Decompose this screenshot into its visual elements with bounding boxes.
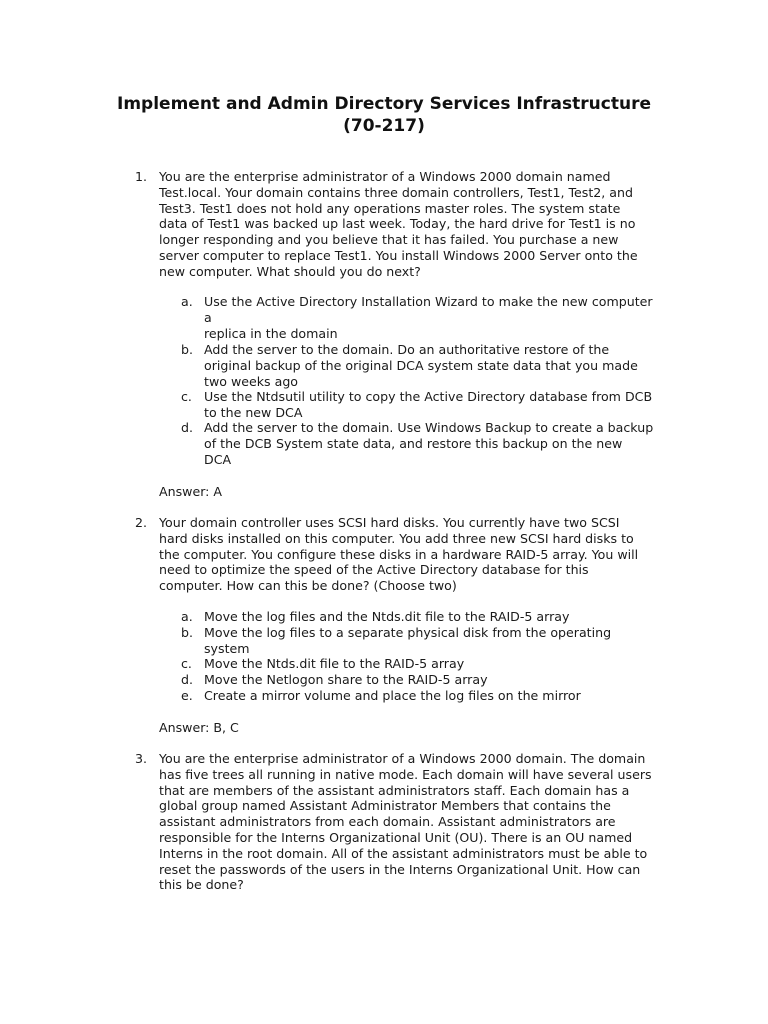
option-text: Use the Active Directory Installation Wizard to make the new computer a replica in the domain — [204, 294, 653, 341]
option-letter: b. — [181, 342, 193, 357]
question-text: You are the enterprise administrator of a Windows 2000 domain named Test.local. Your domain contains three domain controllers, Test1, Test2, and Test3. Test1 does not hold any operations master roles. The system state data of Test1 was backed up last week. Today, the hard drive for Test1 is no longer responding and you believe that it has failed. You purchase a new server computer to replace Test1. You install Windows 2000 Server onto the new computer. What should you do next? — [159, 169, 638, 279]
question-text: You are the enterprise administrator of a Windows 2000 domain. The domain has five trees all running in native mode. Each domain will have several users that are members of the assistant administrators staff. Each domain has a global group named Assistant Administrator Members that contains the assistant administrators from each domain. Assistant administrators are responsible for the Interns Organizational Unit (OU). There is an OU named Interns in the root domain. All of the assistant administrators must be able to reset the passwords of the users in the Interns Organizational Unit. How can this be done? — [159, 751, 652, 893]
question-text: Your domain controller uses SCSI hard disks. You currently have two SCSI hard disks installed on this computer. You add three new SCSI hard disks to the computer. You configure these disks in a hardware RAID-5 array. You will need to optimize the speed of the Active Directory database for this computer. How can this be done? (Choose two) — [159, 515, 639, 594]
option-letter: d. — [181, 420, 193, 435]
option-letter: a. — [181, 294, 193, 309]
document-title — [100, 93, 668, 137]
question-number: 2. — [135, 515, 148, 530]
option-text: Move the log files and the Ntds.dit file to the RAID-5 array — [204, 609, 570, 624]
question-number: 1. — [135, 169, 148, 184]
option-letter: b. — [181, 625, 193, 640]
option-letter: e. — [181, 688, 193, 703]
question-2-answer: Answer: B, C — [159, 720, 239, 735]
option-text: Move the Ntds.dit file to the RAID-5 array — [204, 656, 465, 671]
option-text: Add the server to the domain. Do an authoritative restore of the original backup of the original DCA system state data that you made two weeks ago — [204, 342, 638, 389]
option-letter: d. — [181, 672, 193, 687]
question-1-answer: Answer: A — [159, 484, 223, 499]
option-text: Create a mirror volume and place the log files on the mirror — [204, 688, 581, 703]
option-letter: c. — [181, 389, 192, 404]
title-line-2: (70-217) — [343, 116, 425, 136]
option-text: Move the log files to a separate physical disk from the operating system — [204, 625, 612, 656]
option-text: Add the server to the domain. Use Windows Backup to create a backup of the DCB System state data, and restore this backup on the new DCA — [204, 420, 654, 467]
option-letter: c. — [181, 656, 192, 671]
question-number: 3. — [135, 751, 148, 766]
option-text: Use the Ntdsutil utility to copy the Active Directory database from DCB to the new DCA — [204, 389, 653, 420]
option-letter: a. — [181, 609, 193, 624]
option-text: Move the Netlogon share to the RAID-5 array — [204, 672, 488, 687]
title-line-1: Implement and Admin Directory Services Infrastructure — [117, 94, 651, 114]
